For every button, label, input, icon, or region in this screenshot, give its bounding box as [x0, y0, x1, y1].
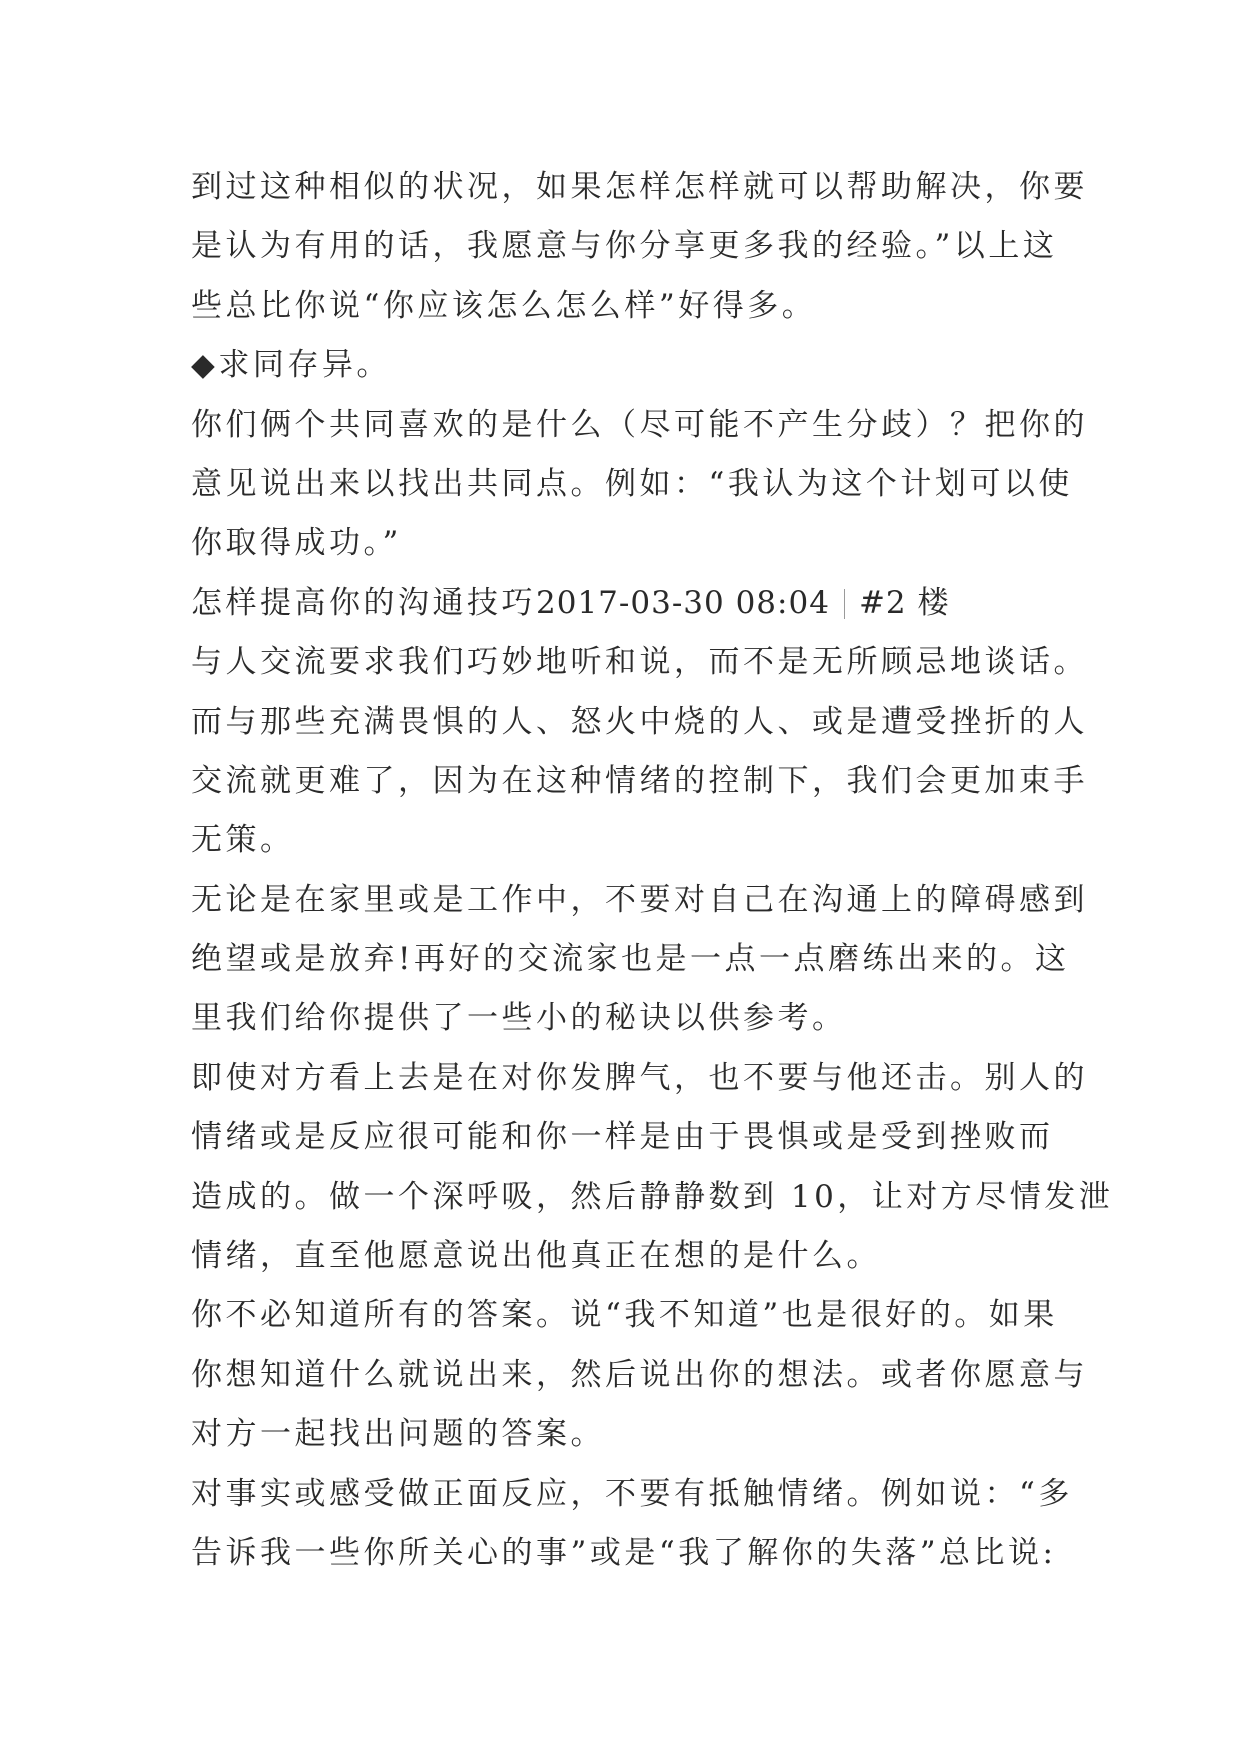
text-line: 与人交流要求我们巧妙地听和说，而不是无所顾忌地谈话。: [191, 644, 1088, 681]
document-body: [191, 158, 1114, 1583]
text-line: 对事实或感受做正面反应，不要有抵触情绪。例如说：“多: [191, 1475, 1073, 1512]
text-line: 绝望或是放弃!再好的交流家也是一点一点磨练出来的。这: [191, 941, 1070, 978]
text-line: 即使对方看上去是在对你发脾气，也不要与他还击。别人的: [191, 1059, 1088, 1096]
post-title: 怎样提高你的沟通技巧: [191, 584, 536, 621]
section-heading-bullet: ◆求同存异。: [191, 347, 391, 384]
text-line: 对方一起找出问题的答案。: [191, 1416, 605, 1453]
text-line: 到过这种相似的状况，如果怎样怎样就可以帮助解决，你要: [191, 169, 1088, 205]
text-line: 你取得成功。”: [191, 525, 402, 562]
text-line: 造成的。做一个深呼吸，然后静静数到 10，让对方尽情发泄: [191, 1178, 1114, 1215]
text-line: 意见说出来以找出共同点。例如：“我认为这个计划可以使: [191, 465, 1073, 502]
text-line: 无策。: [191, 822, 295, 859]
text-line: 情绪或是反应很可能和你一样是由于畏惧或是受到挫败而: [191, 1119, 1054, 1156]
text-line: 你想知道什么就说出来，然后说出你的想法。或者你愿意与: [191, 1356, 1088, 1393]
post-separator: [844, 589, 845, 619]
text-line: 是认为有用的话，我愿意与你分享更多我的经验。”以上这: [191, 228, 1058, 265]
text-line: 些总比你说“你应该怎么怎么样”好得多。: [191, 287, 817, 324]
text-line: 告诉我一些你所关心的事”或是“我了解你的失落”总比说:: [191, 1534, 1057, 1571]
text-line: 你们俩个共同喜欢的是什么（尽可能不产生分歧）？把你的: [191, 406, 1088, 443]
text-line: 情绪，直至他愿意说出他真正在想的是什么。: [191, 1238, 881, 1275]
text-line: 里我们给你提供了一些小的秘诀以供参考。: [191, 1000, 847, 1037]
text-line: 而与那些充满畏惧的人、怒火中烧的人、或是遭受挫折的人: [191, 703, 1088, 740]
text-line: 你不必知道所有的答案。说“我不知道”也是很好的。如果: [191, 1297, 1058, 1334]
post-header: [191, 574, 1071, 633]
post-floor: #2 楼: [858, 584, 950, 621]
text-line: 无论是在家里或是工作中，不要对自己在沟通上的障碍感到: [191, 881, 1088, 918]
text-line: 交流就更难了，因为在这种情绪的控制下，我们会更加束手: [191, 762, 1088, 799]
post-datetime: 2017-03-30 08:04: [536, 584, 830, 621]
